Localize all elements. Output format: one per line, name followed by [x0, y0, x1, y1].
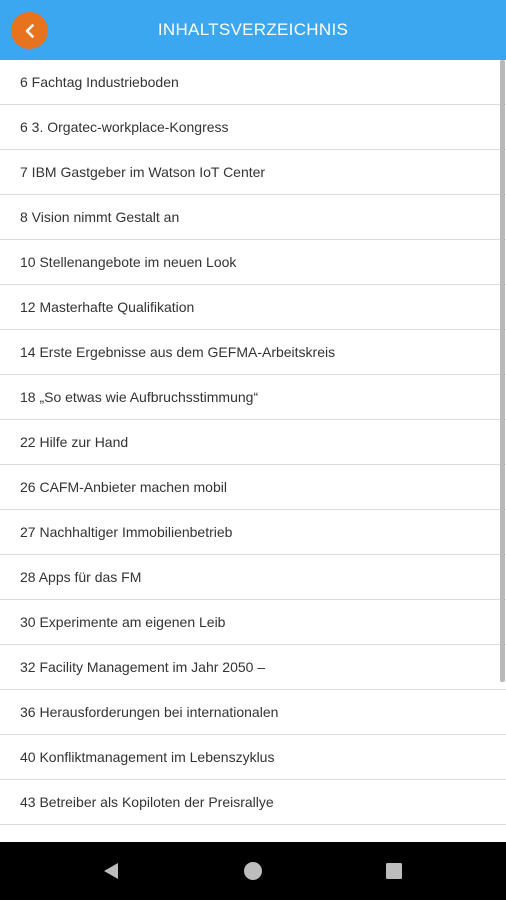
toc-item-label: 14 Erste Ergebnisse aus dem GEFMA-Arbeitskreis	[20, 344, 336, 360]
toc-item[interactable]	[0, 105, 506, 150]
toc-item-label: 43 Betreiber als Kopiloten der Preisrallye	[20, 794, 274, 810]
toc-item[interactable]	[0, 195, 506, 240]
toc-item-label: 7 IBM Gastgeber im Watson IoT Center	[20, 164, 266, 180]
toc-item[interactable]	[0, 285, 506, 330]
nav-recents-square-icon[interactable]	[384, 861, 404, 881]
toc-item[interactable]	[0, 555, 506, 600]
system-nav-bar	[0, 842, 506, 900]
toc-item[interactable]	[0, 735, 506, 780]
toc-item-label: 36 Herausforderungen bei internationalen	[20, 704, 279, 720]
toc-item-label: 12 Masterhafte Qualifikation	[20, 299, 195, 315]
app-header	[0, 0, 506, 60]
toc-item-label: 40 Konfliktmanagement im Lebenszyklus	[20, 749, 275, 765]
toc-item[interactable]	[0, 780, 506, 825]
toc-item[interactable]	[0, 330, 506, 375]
toc-item-label: 18 „So etwas wie Aufbruchsstimmung“	[20, 389, 259, 405]
scrollbar[interactable]	[500, 60, 505, 682]
toc-item[interactable]	[0, 420, 506, 465]
page-title: INHALTSVERZEICHNIS	[157, 20, 349, 39]
toc-item-label: 28 Apps für das FM	[20, 569, 142, 585]
toc-item-label: 32 Facility Management im Jahr 2050 –	[20, 659, 266, 675]
toc-item[interactable]	[0, 465, 506, 510]
toc-item[interactable]	[0, 375, 506, 420]
toc-item[interactable]	[0, 150, 506, 195]
toc-item-label: 30 Experimente am eigenen Leib	[20, 614, 226, 630]
toc-item-label: 26 CAFM-Anbieter machen mobil	[20, 479, 227, 495]
toc-item-label: 6 Fachtag Industrieboden	[20, 74, 179, 90]
nav-back-triangle-icon[interactable]	[101, 861, 121, 881]
toc-item-label: 22 Hilfe zur Hand	[20, 434, 129, 450]
toc-item[interactable]	[0, 645, 506, 690]
toc-item-label: 8 Vision nimmt Gestalt an	[20, 209, 180, 225]
toc-item[interactable]	[0, 240, 506, 285]
toc-item[interactable]	[0, 510, 506, 555]
toc-item-label: 10 Stellenangebote im neuen Look	[20, 254, 237, 270]
nav-home-circle-icon[interactable]	[243, 861, 263, 881]
toc-item[interactable]	[0, 600, 506, 645]
toc-item[interactable]	[0, 60, 506, 105]
toc-item-label: 6 3. Orgatec-workplace-Kongress	[20, 119, 229, 135]
toc-list	[0, 60, 506, 842]
toc-item-label: 27 Nachhaltiger Immobilienbetrieb	[20, 524, 233, 540]
toc-item[interactable]	[0, 690, 506, 735]
